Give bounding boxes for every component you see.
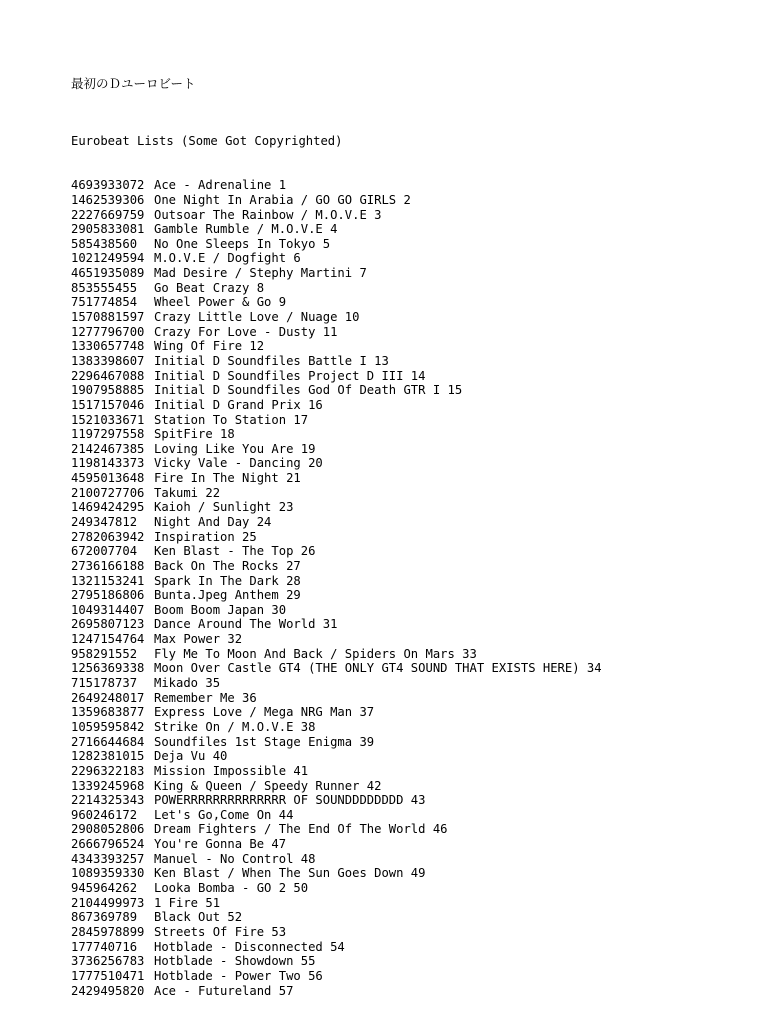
entry-id: 1049314407: [71, 602, 145, 617]
entry-id: 1330657748: [71, 339, 145, 354]
entry-id: 2214325343: [71, 793, 145, 808]
entry-text: Ace - Futureland 57: [154, 983, 294, 998]
entry-text: Vicky Vale - Dancing 20: [154, 456, 323, 471]
entry-text: 1 Fire 51: [154, 895, 221, 910]
list-item: [71, 237, 602, 252]
entry-text: Mission Impossible 41: [154, 763, 309, 778]
list-item: [71, 793, 602, 808]
list-item: [71, 866, 602, 881]
entry-text: Boom Boom Japan 30: [154, 602, 287, 617]
entry-text: Moon Over Castle GT4 (THE ONLY GT4 SOUND THAT EXISTS HERE) 34: [154, 661, 602, 676]
list-item: [71, 442, 602, 457]
list-item: [71, 325, 602, 340]
entry-text: Ace - Adrenaline 1: [154, 178, 287, 193]
entry-id: 2227669759: [71, 207, 145, 222]
list-item: [71, 222, 602, 237]
list-item: [71, 471, 602, 486]
entry-id: 2142467385: [71, 441, 145, 456]
list-item: [71, 940, 602, 955]
entry-id: 1359683877: [71, 705, 145, 720]
list-item: [71, 369, 602, 384]
entry-text: Hotblade - Disconnected 54: [154, 939, 345, 954]
list-item: [71, 413, 602, 428]
entry-id: 960246172: [71, 807, 138, 822]
document-title: 最初のＤユーロビート: [71, 76, 196, 91]
entry-text: Remember Me 36: [154, 690, 257, 705]
entry-text: Deja Vu 40: [154, 749, 228, 764]
entry-id: 1907958885: [71, 383, 145, 398]
entry-id: 1277796700: [71, 324, 145, 339]
list-item: [71, 193, 602, 208]
list-item: [71, 530, 602, 545]
entry-id: 3736256783: [71, 954, 145, 969]
list-item: [71, 881, 602, 896]
entry-id: 1517157046: [71, 397, 145, 412]
list-item: [71, 178, 602, 193]
list-item: [71, 910, 602, 925]
list-item: [71, 383, 602, 398]
list-item: [71, 954, 602, 969]
entry-text: Hotblade - Power Two 56: [154, 968, 323, 983]
list-item: [71, 574, 602, 589]
entry-text: Takumi 22: [154, 485, 221, 500]
entry-text: Loving Like You Are 19: [154, 441, 316, 456]
entry-id: 2782063942: [71, 529, 145, 544]
entry-id: 1570881597: [71, 310, 145, 325]
list-item: [71, 208, 602, 223]
list-item: [71, 456, 602, 471]
entry-text: Initial D Soundfiles God Of Death GTR I 15: [154, 383, 463, 398]
entry-id: 751774854: [71, 295, 138, 310]
entry-text: Night And Day 24: [154, 515, 272, 529]
entry-id: 958291552: [71, 646, 138, 661]
entry-list: [71, 178, 602, 998]
entry-text: Express Love / Mega NRG Man 37: [154, 705, 375, 720]
entry-id: 672007704: [71, 544, 138, 559]
entry-id: 2845978899: [71, 924, 145, 939]
entry-text: You're Gonna Be 47: [154, 837, 287, 852]
entry-id: 1089359330: [71, 866, 145, 881]
entry-text: Black Out 52: [154, 910, 243, 925]
entry-id: 2649248017: [71, 690, 145, 705]
entry-text: Go Beat Crazy 8: [154, 280, 265, 295]
list-item: [71, 354, 602, 369]
entry-id: 1321153241: [71, 573, 145, 588]
list-item: [71, 603, 602, 618]
list-item: [71, 896, 602, 911]
entry-id: 2716644684: [71, 734, 145, 749]
entry-id: 1462539306: [71, 192, 145, 207]
entry-text: Inspiration 25: [154, 529, 257, 544]
entry-id: 4651935089: [71, 266, 145, 281]
list-item: [71, 837, 602, 852]
entry-id: 853555455: [71, 280, 138, 295]
list-item: [71, 295, 602, 310]
entry-text: SpitFire 18: [154, 427, 235, 442]
entry-text: Crazy For Love - Dusty 11: [154, 324, 338, 339]
entry-text: Initial D Grand Prix 16: [154, 397, 323, 412]
list-item: [71, 749, 602, 764]
list-item: [71, 486, 602, 501]
list-item: [71, 808, 602, 823]
entry-text: Back On The Rocks 27: [154, 558, 301, 573]
list-item: [71, 310, 602, 325]
entry-id: 2695807123: [71, 617, 145, 632]
list-item: [71, 691, 602, 706]
entry-text: Outsoar The Rainbow / M.O.V.E 3: [154, 207, 382, 222]
list-item: [71, 764, 602, 779]
entry-text: Spark In The Dark 28: [154, 573, 301, 588]
entry-text: Wheel Power & Go 9: [154, 295, 287, 310]
entry-text: Mikado 35: [154, 676, 221, 691]
entry-id: 1021249594: [71, 251, 145, 266]
entry-text: Dance Around The World 31: [154, 617, 338, 632]
entry-text: Kaioh / Sunlight 23: [154, 500, 294, 515]
entry-text: Soundfiles 1st Stage Enigma 39: [154, 734, 375, 749]
entry-id: 2100727706: [71, 485, 145, 500]
list-item: [71, 515, 602, 530]
entry-text: Strike On / M.O.V.E 38: [154, 719, 316, 734]
entry-id: 1198143373: [71, 456, 145, 471]
list-item: [71, 984, 602, 999]
entry-id: 177740716: [71, 939, 138, 954]
entry-id: 4693933072: [71, 178, 145, 193]
entry-id: 2666796524: [71, 837, 145, 852]
entry-id: 1256369338: [71, 661, 145, 676]
entry-id: 4343393257: [71, 851, 145, 866]
entry-text: Station To Station 17: [154, 412, 309, 427]
entry-id: 867369789: [71, 910, 138, 925]
entry-text: M.O.V.E / Dogfight 6: [154, 251, 301, 266]
entry-id: 2736166188: [71, 558, 145, 573]
entry-text: King & Queen / Speedy Runner 42: [154, 778, 382, 793]
list-item: [71, 281, 602, 296]
entry-id: 2908052806: [71, 822, 145, 837]
list-item: [71, 647, 602, 662]
document-body: [71, 105, 602, 1024]
entry-text: POWERRRRRRRRRRRRRR OF SOUNDDDDDDDD 43: [154, 793, 426, 808]
list-item: [71, 266, 602, 281]
entry-text: Streets Of Fire 53: [154, 924, 287, 939]
entry-id: 1247154764: [71, 632, 145, 647]
entry-id: 2795186806: [71, 588, 145, 603]
entry-id: 2104499973: [71, 895, 145, 910]
list-item: [71, 427, 602, 442]
entry-id: 585438560: [71, 236, 138, 251]
entry-id: 1383398607: [71, 353, 145, 368]
list-item: [71, 661, 602, 676]
entry-text: Bunta.Jpeg Anthem 29: [154, 588, 301, 603]
entry-text: Initial D Soundfiles Battle I 13: [154, 353, 389, 368]
list-item: [71, 969, 602, 984]
entry-text: Mad Desire / Stephy Martini 7: [154, 266, 367, 281]
entry-id: 715178737: [71, 676, 138, 691]
entry-id: 945964262: [71, 881, 138, 896]
list-item: [71, 500, 602, 515]
entry-text: Looka Bomba - GO 2 50: [154, 881, 309, 896]
entry-text: Gamble Rumble / M.O.V.E 4: [154, 222, 338, 237]
entry-id: 1521033671: [71, 412, 145, 427]
entry-id: 2296467088: [71, 368, 145, 383]
list-item: [71, 779, 602, 794]
list-item: [71, 822, 602, 837]
list-item: [71, 676, 602, 691]
list-item: [71, 617, 602, 632]
list-item: [71, 588, 602, 603]
entry-text: Wing Of Fire 12: [154, 339, 265, 354]
entry-text: Ken Blast - The Top 26: [154, 544, 316, 559]
entry-text: Max Power 32: [154, 632, 243, 647]
list-item: [71, 632, 602, 647]
list-item: [71, 251, 602, 266]
entry-id: 1469424295: [71, 500, 145, 515]
entry-text: Initial D Soundfiles Project D III 14: [154, 368, 426, 383]
entry-id: 1059595842: [71, 719, 145, 734]
entry-id: 4595013648: [71, 471, 145, 486]
entry-id: 2429495820: [71, 983, 145, 998]
list-item: [71, 720, 602, 735]
entry-text: Hotblade - Showdown 55: [154, 954, 316, 969]
entry-text: Let's Go,Come On 44: [154, 807, 294, 822]
entry-id: 2296322183: [71, 763, 145, 778]
list-item: [71, 559, 602, 574]
list-item: [71, 925, 602, 940]
entry-text: One Night In Arabia / GO GO GIRLS 2: [154, 192, 411, 207]
entry-text: Manuel - No Control 48: [154, 851, 316, 866]
entry-text: No One Sleeps In Tokyo 5: [154, 236, 331, 251]
entry-id: 1282381015: [71, 749, 145, 764]
list-item: [71, 735, 602, 750]
entry-text: Crazy Little Love / Nuage 10: [154, 310, 360, 325]
entry-id: 1339245968: [71, 778, 145, 793]
entry-text: Fire In The Night 21: [154, 471, 301, 486]
entry-id: 2905833081: [71, 222, 145, 237]
list-item: [71, 705, 602, 720]
list-item: [71, 852, 602, 867]
entry-id: 1197297558: [71, 427, 145, 442]
entry-id: 1777510471: [71, 968, 145, 983]
entry-text: Ken Blast / When The Sun Goes Down 49: [154, 866, 426, 881]
list-item: [71, 398, 602, 413]
entry-id: 249347812: [71, 515, 138, 529]
list-item: [71, 339, 602, 354]
entry-text: Fly Me To Moon And Back / Spiders On Mars 33: [154, 646, 477, 661]
entry-text: Dream Fighters / The End Of The World 46: [154, 822, 448, 837]
list-item: [71, 544, 602, 559]
list-heading: Eurobeat Lists (Some Got Copyrighted): [71, 134, 343, 149]
